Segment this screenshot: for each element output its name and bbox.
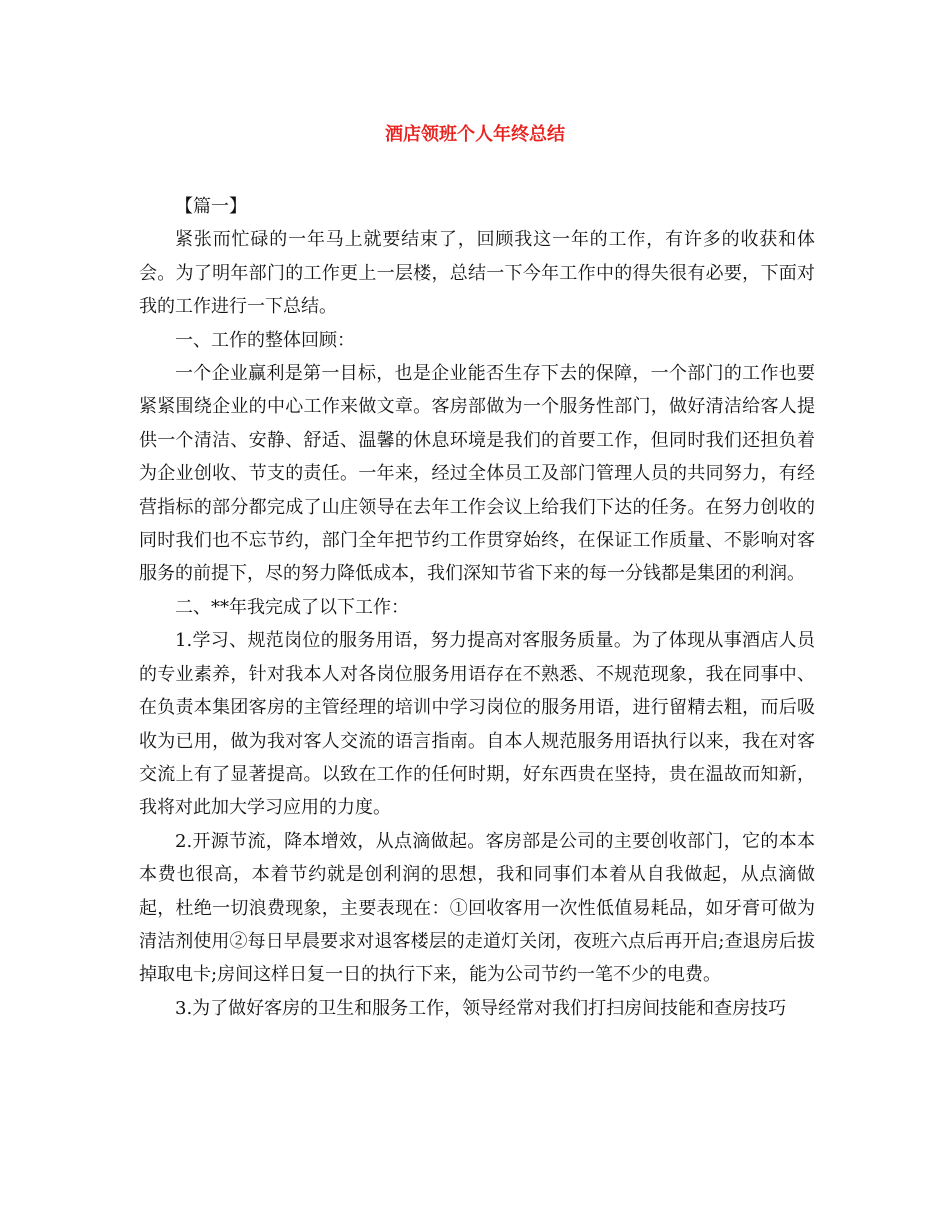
heading-overall-review: 一、工作的整体回顾： [175, 329, 355, 351]
paragraph-item-3: 3.为了做好客房的卫生和服务工作，领导经常对我们打扫房间技能和查房技巧 [175, 997, 787, 1019]
heading-completed-work: 二、**年我完成了以下工作： [175, 596, 409, 618]
document-body [139, 190, 815, 1025]
paragraph-item-2: 2.开源节流，降本增效，从点滴做起。客房部是公司的主要创收部门，它的本本本费也很高，本着节约就是创利润的思想，我和同事们本着从自我做起，从点滴做起，杜绝一切浪费现象，主要表现在：①回收客用一次性低值易耗品，如牙膏可做为清洁剂使用②每日早晨要求对退客楼层的走道灯关闭，夜班六点后再开启;查退房后拔掉取电卡;房间这样日复一日的执行下来，能为公司节约一笔不少的电费。 [139, 830, 815, 986]
document-title: 酒店领班个人年终总结 [385, 124, 565, 145]
paragraph-overall-review: 一个企业赢利是第一目标，也是企业能否生存下去的保障，一个部门的工作也要紧紧围绕企业的中心工作来做文章。客房部做为一个服务性部门，做好清洁给客人提供一个清洁、安静、舒适、温馨的休息环境是我们的首要工作，但同时我们还担负着为企业创收、节支的责任。一年来，经过全体员工及部门管理人员的共同努力，有经营指标的部分都完成了山庄领导在去年工作会议上给我们下达的任务。在努力创收的同时我们也不忘节约，部门全年把节约工作贯穿始终，在保证工作质量、不影响对客服务的前提下，尽的努力降低成本，我们深知节省下来的每一分钱都是集团的利润。 [139, 363, 815, 585]
paragraph-item-1: 1.学习、规范岗位的服务用语，努力提高对客服务质量。为了体现从事酒店人员的专业素养，针对我本人对各岗位服务用语存在不熟悉、不规范现象，我在同事中、在负责本集团客房的主管经理的培训中学习岗位的服务用语，进行留精去粗，而后吸收为已用，做为我对客人交流的语言指南。自本人规范服务用语执行以来，我在对客交流上有了显著提高。以致在工作的任何时期，好东西贵在坚持，贵在温故而知新，我将对此加大学习应用的力度。 [139, 630, 815, 819]
section-label: 【篇一】 [175, 196, 247, 217]
paragraph-intro: 紧张而忙碌的一年马上就要结束了，回顾我这一年的工作，有许多的收获和体会。为了明年部门的工作更上一层楼，总结一下今年工作中的得失很有必要，下面对我的工作进行一下总结。 [139, 229, 815, 318]
